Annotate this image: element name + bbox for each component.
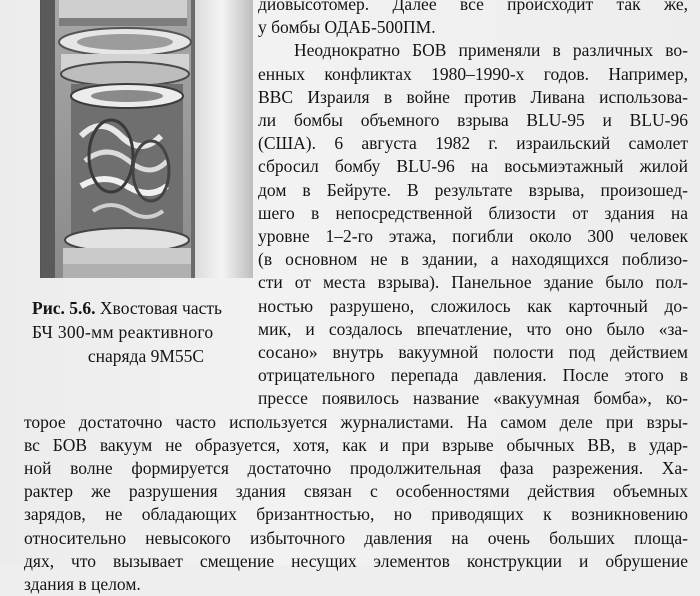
caption-title-start: Хвостовая часть — [95, 298, 223, 318]
text-line: сти от места взрыва). Панельное здание было пол- — [258, 272, 688, 293]
text-line: уровне 1–2-го этажа, погибли около 300 человек — [258, 226, 688, 246]
text-line: ной волне формируется достаточно продолжительная фаза разрежения. Ха- — [24, 458, 688, 478]
tail-section-photo — [40, 0, 253, 278]
figure-number: Рис. 5.6. — [32, 298, 96, 318]
text-line: относительно невысокого избыточного давления на очень больших площа- — [24, 527, 688, 548]
text-line: у бомбы ОДАБ-500ПМ. — [258, 17, 436, 38]
text-line: зарядов, не обладающих бризантностью, но приводящих к возникновению — [24, 504, 688, 525]
text-line: Неоднократно БОВ применяли в различных во- — [294, 40, 688, 61]
text-line: ли бомбы объемного взрыва BLU-95 и BLU-96 — [258, 110, 688, 130]
text-line: енных конфликтах 1980–1990-х годов. Например, — [258, 63, 688, 84]
text-line: ВВС Израиля в войне против Ливана использова- — [258, 86, 688, 107]
text-line: прессе появилось название «вакуумная бомба», ко- — [258, 388, 688, 409]
text-line: дях, что вызывает смещение несущих элементов конструкции и обрушение — [24, 550, 688, 571]
text-line: (США). 6 августа 1982 г. израильский самолет — [258, 133, 688, 154]
text-line: сбросил бомбу BLU-96 на восьмиэтажный жилой — [258, 156, 688, 177]
caption-line-3: снаряда 9М55С — [87, 346, 205, 366]
figure-caption — [26, 296, 266, 368]
text-line: диовысотомер. Далее все происходит так же, — [258, 0, 688, 14]
text-line: здания в целом. — [24, 574, 141, 594]
text-line: дом в Бейруте. В результате взрыва, произошед- — [258, 179, 688, 200]
text-line: рактер же разрушения здания связан с особенностями действия объемных — [24, 481, 688, 502]
text-line: мик, и создалось впечатление, что оно было «за- — [258, 318, 688, 339]
text-line: отрицательного перепада давления. После этого в — [258, 365, 688, 386]
tail-section-photo-drawing — [41, 0, 253, 278]
text-line: сосано» внутрь вакуумной полости под действием — [258, 342, 688, 362]
caption-line-2: БЧ 300-мм реактивного — [32, 322, 214, 342]
text-line: торое достаточно часто используется журналистами. На самом деле при взры- — [24, 411, 688, 432]
text-line: ностью разрушено, сложилось как карточный до- — [258, 295, 688, 316]
caption-line-1 — [26, 296, 266, 320]
text-line: вс БОВ вакуум не образуется, хотя, как и при взрыве обычных ВВ, в удар- — [24, 434, 688, 455]
text-line: шего в непосредственной близости от здания на — [258, 202, 688, 223]
text-line: (в основном не в здании, а находящихся поблизо- — [258, 249, 688, 270]
